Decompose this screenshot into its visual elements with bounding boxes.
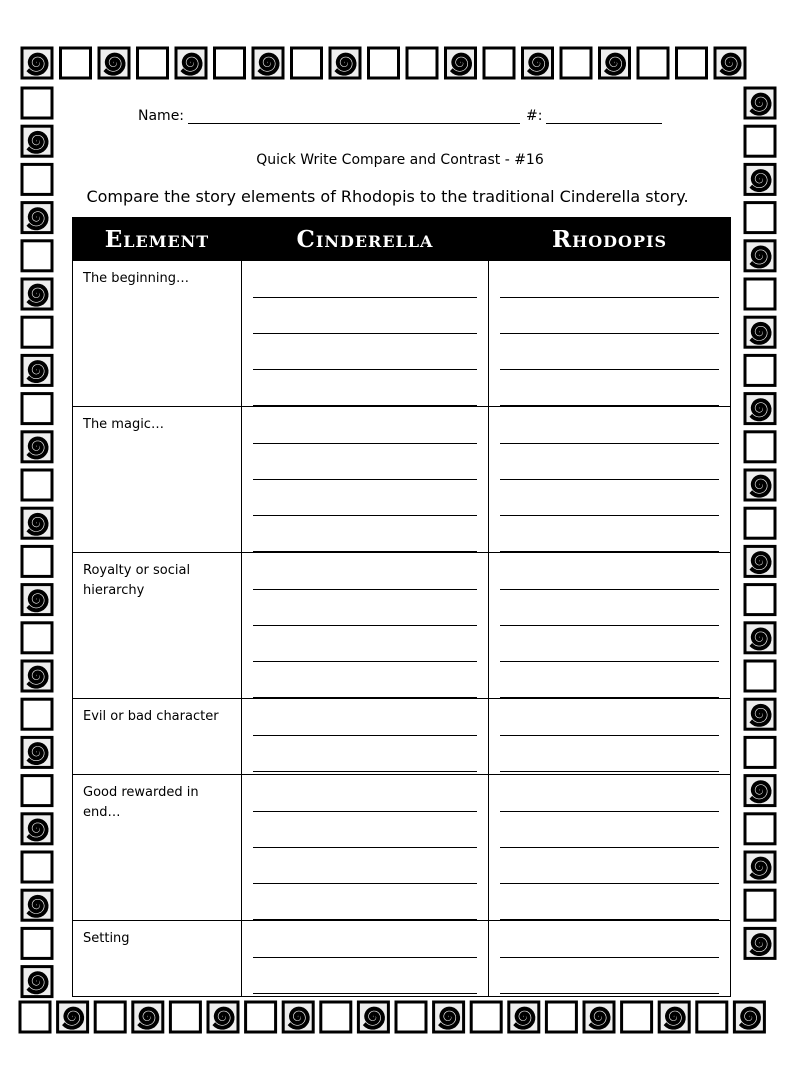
spiral-icon (28, 668, 47, 687)
rhodopis-answer-cell[interactable] (489, 775, 731, 921)
writing-line[interactable] (500, 884, 719, 920)
spiral-icon (182, 55, 201, 74)
rhodopis-answer-cell[interactable] (489, 699, 731, 775)
spiral-icon (751, 859, 770, 878)
border-square (745, 890, 775, 920)
writing-line[interactable] (253, 553, 477, 590)
border-square (622, 1002, 652, 1032)
writing-line[interactable] (253, 662, 477, 698)
spiral-icon (515, 1009, 534, 1028)
border-square (396, 1002, 426, 1032)
border-square (215, 48, 245, 78)
table-row (73, 407, 731, 553)
spiral-icon (751, 400, 770, 419)
number-field[interactable] (546, 111, 662, 124)
spiral-icon (28, 515, 47, 534)
border-square (95, 1002, 125, 1032)
spiral-icon (289, 1009, 308, 1028)
worksheet-instruction: Compare the story elements of Rhodopis to the traditional Cinderella story. (86, 187, 689, 206)
spiral-icon (439, 1009, 458, 1028)
border-square (745, 661, 775, 691)
writing-line[interactable] (500, 590, 719, 626)
element-label: Royalty or social hierarchy (73, 553, 242, 699)
number-label: #: (526, 108, 543, 124)
table-row (73, 775, 731, 921)
spiral-icon (751, 477, 770, 496)
writing-line[interactable] (253, 261, 477, 298)
rhodopis-answer-cell[interactable] (489, 921, 731, 997)
writing-line[interactable] (253, 699, 477, 736)
writing-line[interactable] (500, 848, 719, 884)
border-square (697, 1002, 727, 1032)
border-square (292, 48, 322, 78)
worksheet-subtitle: Quick Write Compare and Contrast - #16 (256, 152, 544, 168)
spiral-icon (214, 1009, 233, 1028)
cinderella-answer-cell[interactable] (242, 261, 489, 407)
border-square (22, 928, 52, 958)
border-square (321, 1002, 351, 1032)
spiral-icon (751, 782, 770, 801)
cinderella-answer-cell[interactable] (242, 921, 489, 997)
border-square (22, 394, 52, 424)
writing-line[interactable] (253, 590, 477, 626)
border-square (369, 48, 399, 78)
spiral-icon (751, 95, 770, 114)
writing-line[interactable] (253, 480, 477, 516)
cinderella-answer-cell[interactable] (242, 407, 489, 553)
spiral-icon (259, 55, 278, 74)
element-label: Setting (73, 921, 242, 997)
spiral-icon (63, 1009, 82, 1028)
name-label: Name: (138, 108, 185, 124)
spiral-icon (364, 1009, 383, 1028)
border-square (745, 203, 775, 233)
border-square (246, 1002, 276, 1032)
spiral-icon (751, 324, 770, 343)
writing-line[interactable] (253, 298, 477, 334)
writing-line[interactable] (253, 921, 477, 958)
writing-line[interactable] (253, 848, 477, 884)
writing-line[interactable] (500, 626, 719, 662)
element-label: Good rewarded in end… (73, 775, 242, 921)
element-label: The beginning… (73, 261, 242, 407)
writing-line[interactable] (500, 699, 719, 736)
spiral-icon (751, 935, 770, 954)
writing-line[interactable] (500, 370, 719, 406)
spiral-icon (28, 744, 47, 763)
writing-line[interactable] (500, 662, 719, 698)
spiral-icon (28, 439, 47, 458)
border-square (22, 623, 52, 653)
writing-line[interactable] (500, 407, 719, 444)
rhodopis-answer-cell[interactable] (489, 553, 731, 699)
spiral-icon (751, 630, 770, 649)
spiral-icon (751, 706, 770, 725)
table-header-row (73, 218, 731, 261)
border-square (22, 241, 52, 271)
spiral-icon (590, 1009, 609, 1028)
border-square (471, 1002, 501, 1032)
border-square (20, 1002, 50, 1032)
writing-line[interactable] (500, 298, 719, 334)
rhodopis-answer-cell[interactable] (489, 407, 731, 553)
writing-line[interactable] (500, 921, 719, 958)
spiral-icon (665, 1009, 684, 1028)
name-line (138, 108, 662, 124)
border-square (22, 317, 52, 347)
border-square (745, 355, 775, 385)
spiral-icon (28, 897, 47, 916)
border-square (22, 546, 52, 576)
spiral-icon (721, 55, 740, 74)
cinderella-answer-cell[interactable] (242, 699, 489, 775)
spiral-icon (28, 133, 47, 152)
spiral-icon (28, 209, 47, 228)
border-square (745, 432, 775, 462)
writing-line[interactable] (500, 958, 719, 994)
spiral-icon (28, 362, 47, 381)
writing-line[interactable] (500, 812, 719, 848)
border-square (22, 88, 52, 118)
table-row (73, 699, 731, 775)
cinderella-answer-cell[interactable] (242, 775, 489, 921)
column-header-rhodopis: Rhodopis (489, 218, 731, 261)
spiral-icon (28, 591, 47, 610)
border-square (138, 48, 168, 78)
writing-line[interactable] (253, 370, 477, 406)
writing-line[interactable] (253, 958, 477, 994)
writing-line[interactable] (500, 553, 719, 590)
spiral-icon (751, 248, 770, 267)
table-row (73, 921, 731, 997)
writing-line[interactable] (253, 736, 477, 772)
spiral-icon (28, 286, 47, 305)
table-row (73, 261, 731, 407)
writing-line[interactable] (253, 334, 477, 370)
writing-line[interactable] (253, 516, 477, 552)
writing-line[interactable] (500, 261, 719, 298)
border-square (22, 776, 52, 806)
writing-line[interactable] (500, 736, 719, 772)
spiral-icon (336, 55, 355, 74)
border-square (61, 48, 91, 78)
name-field[interactable] (188, 111, 520, 124)
spiral-icon (139, 1009, 158, 1028)
writing-line[interactable] (253, 407, 477, 444)
border-square (745, 279, 775, 309)
spiral-icon (451, 55, 470, 74)
border-square (170, 1002, 200, 1032)
border-square (745, 737, 775, 767)
writing-line[interactable] (500, 775, 719, 812)
border-square (638, 48, 668, 78)
writing-line[interactable] (500, 444, 719, 480)
spiral-icon (605, 55, 624, 74)
border-square (22, 470, 52, 500)
spiral-icon (105, 55, 124, 74)
writing-line[interactable] (253, 626, 477, 662)
writing-line[interactable] (500, 334, 719, 370)
rhodopis-answer-cell[interactable] (489, 261, 731, 407)
spiral-icon (751, 553, 770, 572)
writing-line[interactable] (253, 884, 477, 920)
writing-line[interactable] (500, 516, 719, 552)
border-square (407, 48, 437, 78)
column-header-cinderella: Cinderella (242, 218, 489, 261)
border-square (745, 814, 775, 844)
compare-contrast-table (72, 217, 731, 997)
border-square (745, 508, 775, 538)
table-row (73, 553, 731, 699)
spiral-icon (528, 55, 547, 74)
cinderella-answer-cell[interactable] (242, 553, 489, 699)
spiral-icon (28, 821, 47, 840)
spiral-icon (28, 973, 47, 992)
border-square (561, 48, 591, 78)
border-square (546, 1002, 576, 1032)
writing-line[interactable] (253, 444, 477, 480)
border-square (22, 699, 52, 729)
spiral-icon (28, 55, 47, 74)
writing-line[interactable] (500, 480, 719, 516)
writing-line[interactable] (253, 812, 477, 848)
writing-line[interactable] (253, 775, 477, 812)
element-label: Evil or bad character (73, 699, 242, 775)
element-label: The magic… (73, 407, 242, 553)
border-square (484, 48, 514, 78)
spiral-icon (740, 1009, 759, 1028)
border-square (677, 48, 707, 78)
border-square (745, 585, 775, 615)
border-square (22, 852, 52, 882)
column-header-element: Element (73, 218, 242, 261)
